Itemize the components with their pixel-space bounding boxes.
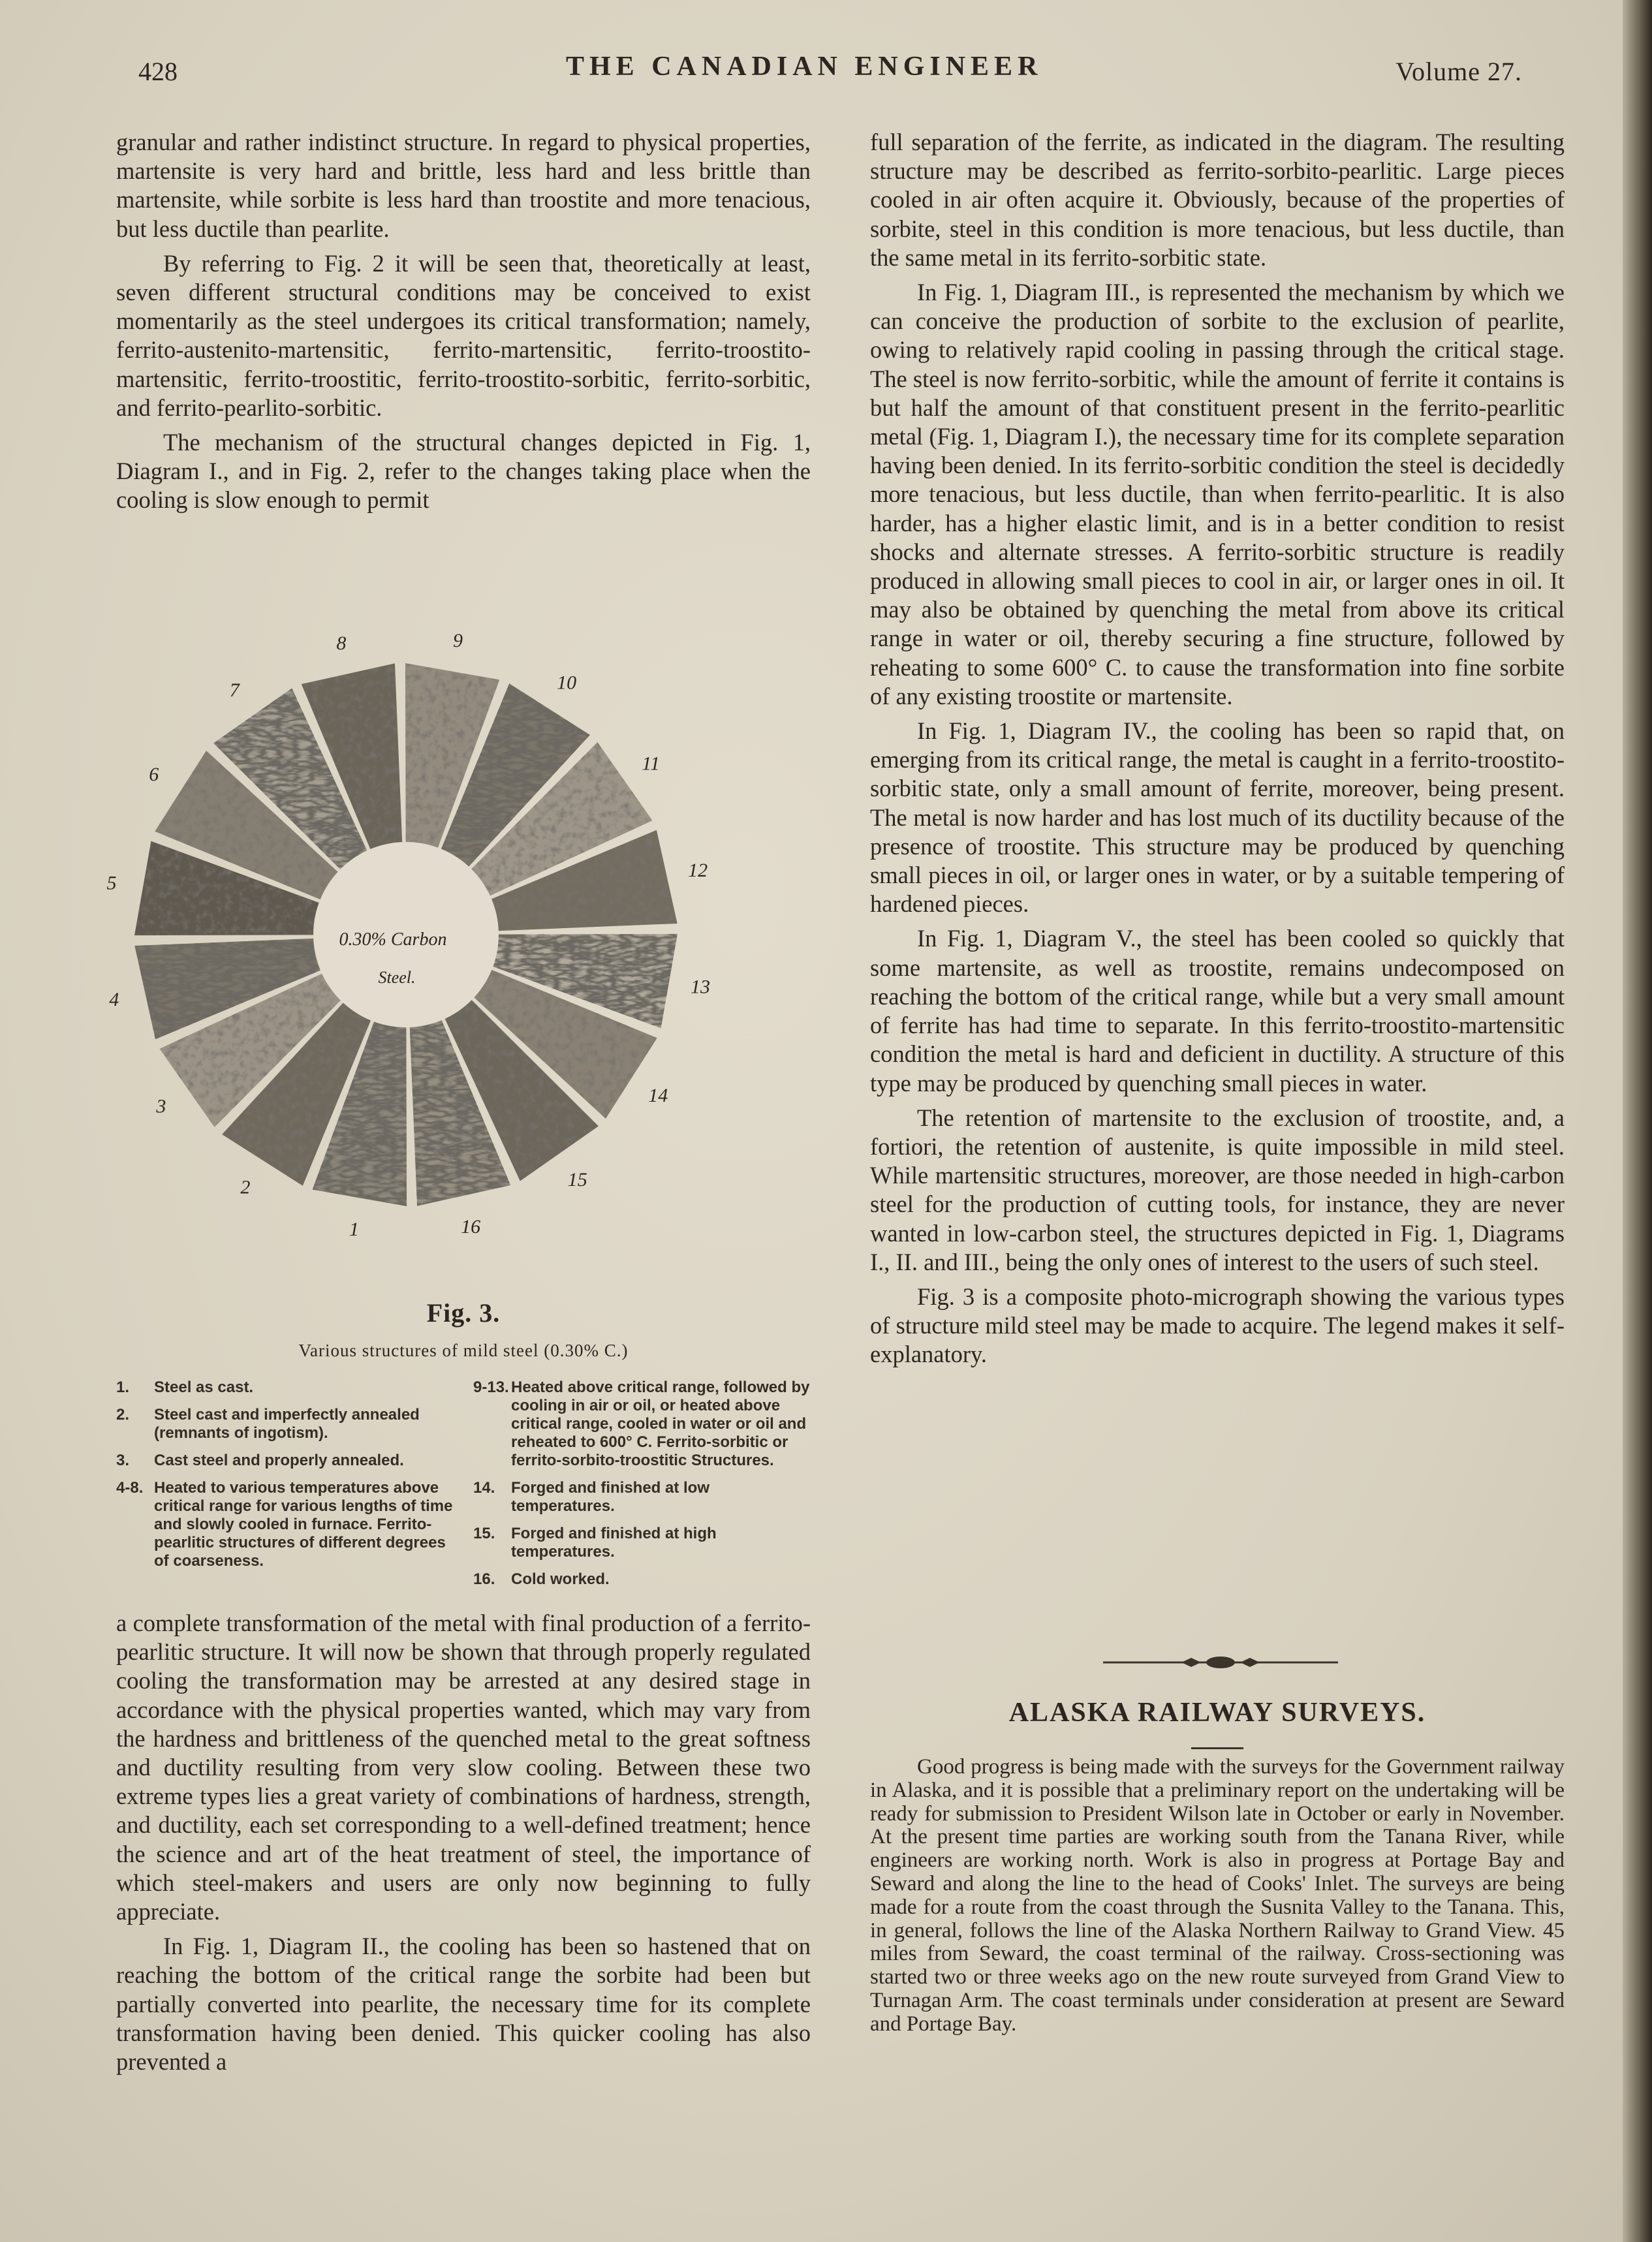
paragraph: In Fig. 1, Diagram V., the steel has been cooled so quickly that some martensite, as well as troostite, remains undecomposed on reaching the bottom of the critical range, while but a very small amount of ferrite has had time to separate. In this ferrito-troostito-martensitic condition the metal is hard and deficient in ductility. A structure of this type may be produced by quenching small pieces in water. xyxy=(870,925,1565,1097)
journal-title: THE CANADIAN ENGINEER xyxy=(566,52,1043,82)
paragraph: granular and rather indistinct structure. In regard to physical properties, martensite is very hard and brittle, less hard and less brittle than martensite, while sorbite is less hard than troostite and more tenacious, but less ductile than pearlite. xyxy=(116,129,811,242)
section-ornament xyxy=(1103,1653,1338,1672)
figure-title: Fig. 3. xyxy=(426,1298,501,1328)
paragraph: In Fig. 1, Diagram II., the cooling has been so hastened that on reaching the bottom of the critical range the sorbite had been but partially converted into pearlite, the necessary time for its complete transformation having been denied. This quicker cooling has also prevented a xyxy=(116,1933,811,2076)
sector-label: 14 xyxy=(648,1085,668,1107)
sector-label: 16 xyxy=(461,1216,481,1238)
center-label-carbon: 0.30% Carbon xyxy=(339,929,447,950)
legend-item: 15. Forged and finished at high temperatures. xyxy=(473,1525,717,1561)
legend-item: 14. Forged and finished at low temperatures. xyxy=(473,1479,710,1515)
left-column-bottom xyxy=(116,1609,811,2076)
paragraph: a complete transformation of the metal with final production of a ferrito-pearlitic structure. It will now be shown that through properly regulated cooling the transformation may be arrested at any desired stage in accordance with the physical properties wanted, which may vary from the hardness and brittleness of the quenched metal to the great softness and ductility resulting from very slow cooling. Between these two extreme types lies a great variety of combinations of hardness, strength, and ductility, each set corresponding to a well-defined treatment; hence the science and art of the heat treatment of steel, the importance of which steel-makers and users are only now beginning to fully appreciate. xyxy=(116,1610,811,1925)
paragraph: The mechanism of the structural changes depicted in Fig. 1, Diagram I., and in Fig. 2, refer to the changes taking place when the cooling is slow enough to permit xyxy=(116,429,811,514)
paragraph: full separation of the ferrite, as indicated in the diagram. The resulting structure may be described as ferrito-sorbito-pearlitic. Large pieces cooled in air often acquire it. Obviously, because of the properties of sorbite, steel in this condition is more tenacious, but less ductile, than the same metal in its ferrito-sorbitic state. xyxy=(870,129,1565,271)
sector-label: 10 xyxy=(557,672,577,694)
figure-3 xyxy=(106,600,811,1606)
sector-label: 12 xyxy=(688,859,708,881)
paragraph: In Fig. 1, Diagram IV., the cooling has been so rapid that, on emerging from its critical range, the metal is caught in a ferrito-troostito-sorbitic state, only a small amount of ferrite, moreover, being present. The metal is now harder and has lost much of its ductility because of the presence of troostite. This structure may be produced by quenching small pieces in oil, or larger ones in water, or by a suitable tempering of hardened pieces. xyxy=(870,717,1565,918)
legend-item: 1. Steel as cast. xyxy=(116,1378,254,1396)
volume-label: Volume 27. xyxy=(1395,57,1522,86)
section-title: ALASKA RAILWAY SURVEYS. xyxy=(1008,1698,1426,1728)
sector-label: 13 xyxy=(691,976,711,998)
micrograph-composite xyxy=(106,600,811,1292)
sector-label: 2 xyxy=(240,1176,251,1198)
figure-legend-right xyxy=(473,1378,813,1598)
book-gutter xyxy=(1623,0,1652,2242)
page-number: 428 xyxy=(138,57,178,86)
sector-label: 8 xyxy=(336,632,347,654)
figure-caption: Various structures of mild steel (0.30% C.) xyxy=(298,1341,629,1360)
legend-item: 3. Cast steel and properly annealed. xyxy=(116,1452,404,1469)
title-rule xyxy=(1191,1747,1243,1749)
sector-label: 7 xyxy=(229,679,240,701)
alaska-article xyxy=(870,1756,1565,2036)
sector-label: 6 xyxy=(149,763,159,785)
paragraph: By referring to Fig. 2 it will be seen that, theoretically at least, seven different structural conditions may be conceived to exist momentarily as the steel undergoes its critical transformation; namely, ferrito-austenito-martensitic, ferrito-martensitic, ferrito-troostito-martensitic, ferrito-troostitic, ferrito-troostito-sorbitic, ferrito-sorbitic, and ferrito-pearlito-sorbitic. xyxy=(116,249,811,421)
figure-legend-left xyxy=(116,1378,462,1580)
sector-label: 5 xyxy=(106,872,117,894)
running-head xyxy=(138,51,1522,90)
sector-label: 3 xyxy=(156,1095,166,1117)
legend-item: 9-13. Heated above critical range, followed by cooling in air or oil, or heated above critical range, cooled in water or oil and reheated to 600° C. Ferrito-sorbitic or ferrito-sorbito-troostitic Structures. xyxy=(473,1378,810,1469)
legend-item: 4-8. Heated to various temperatures above critical range for various lengths of time and slowly cooled in furnace. Ferrito-pearlitic structures of different degrees of coarseness. xyxy=(116,1479,453,1570)
sector-label: 1 xyxy=(349,1219,359,1241)
legend-item: 2. Steel cast and imperfectly annealed (remnants of ingotism). xyxy=(116,1406,420,1442)
sector-label: 11 xyxy=(642,753,661,775)
legend-item: 16. Cold worked. xyxy=(473,1570,610,1588)
center-label-steel: Steel. xyxy=(378,968,416,987)
left-column-top xyxy=(116,128,811,515)
sector-label: 4 xyxy=(109,989,119,1011)
paragraph: The retention of martensite to the exclusion of troostite, and, a fortiori, the retention of austenite, is quite impossible in mild steel. While martensitic structures, moreover, are those needed in high-carbon steel for the production of cutting tools, for instance, they are never wanted in low-carbon steel, the structures depicted in Fig. 1, Diagrams I., II. and III., being the only ones of interest to the users of such steel. xyxy=(870,1104,1565,1275)
right-column xyxy=(870,128,1565,1369)
sector-label: 9 xyxy=(453,629,463,651)
paragraph: Good progress is being made with the surveys for the Government railway in Alaska, and it is possible that a preliminary report on the undertaking will be ready for submission to President Wilson late in October or early in November. At the present time parties are working south from the Tanana River, while engineers are working north. Work is also in progress at Portage Bay and Seward and along the line to the head of Cooks' Inlet. The surveys are being made for a route from the coast through the Susnita Valley to the Tanana. This, in general, follows the line of the Alaska Northern Railway to Grand View. 45 miles from Seward, the coast terminal of the railway. Cross-sectioning was started two or three weeks ago on the new route surveyed from Grand View to Turnagan Arm. The coast terminals under consideration at present are Seward and Portage Bay. xyxy=(870,1755,1565,2036)
sector-label: 15 xyxy=(567,1169,587,1191)
paragraph: Fig. 3 is a composite photo-micrograph showing the various types of structure mild steel may be made to acquire. The legend makes it self-explanatory. xyxy=(870,1283,1565,1368)
paragraph: In Fig. 1, Diagram III., is represented the mechanism by which we can conceive the production of sorbite to the exclusion of pearlite, owing to relatively rapid cooling in passing through the critical stage. The steel is now ferrito-sorbitic, while the amount of ferrite it contains is but half the amount of that constituent present in the ferrito-pearlitic metal (Fig. 1, Diagram I.), the necessary time for its complete separation having been denied. In its ferrito-sorbitic condition the steel is decidedly more tenacious, but less ductile, than when ferrito-pearlitic. It is also harder, has a higher elastic limit, and is in a better condition to resist shocks and alternate stresses. A ferrito-sorbitic structure is readily produced in allowing small pieces to cool in air, or larger ones in oil. It may also be obtained by quenching the metal from above its critical range in water or oil, thereby securing a fine structure, followed by reheating to some 600° C. to cause the transformation into fine sorbite of any existing troostite or martensite. xyxy=(870,279,1565,709)
